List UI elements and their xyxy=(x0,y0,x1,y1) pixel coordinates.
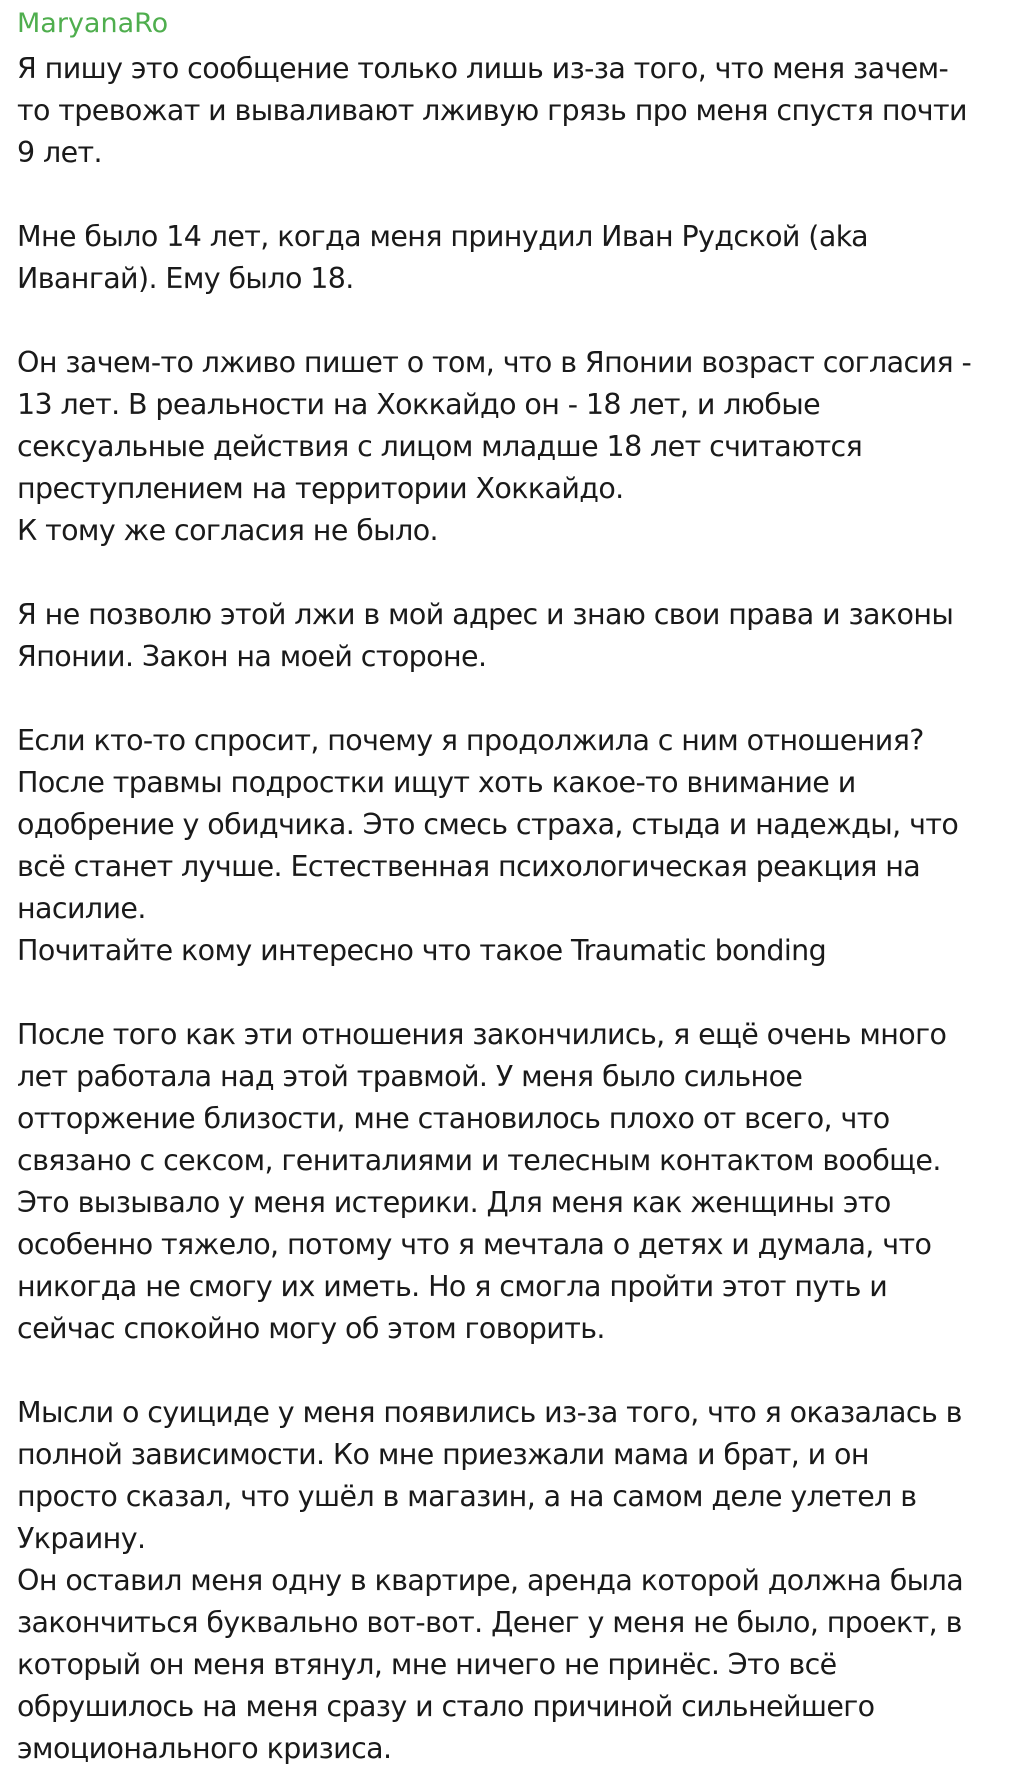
message-line: насилие. xyxy=(17,892,146,925)
blank-line xyxy=(17,1350,1012,1392)
message-line: преступлением на территории Хоккайдо. xyxy=(17,472,624,505)
message-line: просто сказал, что ушёл в магазин, а на самом деле улетел в xyxy=(17,1480,917,1513)
message-line: который он меня втянул, мне ничего не принёс. Это всё xyxy=(17,1648,837,1681)
message-line: лет работала над этой травмой. У меня было сильное xyxy=(17,1060,803,1093)
message-line: Он зачем-то лживо пишет о том, что в Японии возраст согласия - xyxy=(17,346,972,379)
message-line: полной зависимости. Ко мне приезжали мама и брат, и он xyxy=(17,1438,869,1471)
message-line: Ивангай). Ему было 18. xyxy=(17,262,354,295)
message-line: Японии. Закон на моей стороне. xyxy=(17,640,487,673)
message-text xyxy=(17,48,1012,1770)
blank-line xyxy=(17,678,1012,720)
message-line: Это вызывало у меня истерики. Для меня как женщины это xyxy=(17,1186,891,1219)
blank-line xyxy=(17,972,1012,1014)
message-line: После того как эти отношения закончились, я ещё очень много xyxy=(17,1018,947,1051)
message-line: Я пишу это сообщение только лишь из-за того, что меня зачем- xyxy=(17,52,949,85)
blank-line xyxy=(17,174,1012,216)
message-line: Украину. xyxy=(17,1522,146,1555)
message-line: Почитайте кому интересно что такое Traumatic bonding xyxy=(17,934,827,967)
blank-line xyxy=(17,552,1012,594)
message-line: одобрение у обидчика. Это смесь страха, стыда и надежды, что xyxy=(17,808,959,841)
message-line: Мне было 14 лет, когда меня принудил Иван Рудской (aka xyxy=(17,220,868,253)
message-line: Мысли о суициде у меня появились из-за того, что я оказалась в xyxy=(17,1396,962,1429)
message-line: сексуальные действия с лицом младше 18 лет считаются xyxy=(17,430,863,463)
message-line: сейчас спокойно могу об этом говорить. xyxy=(17,1312,605,1345)
sender-name[interactable]: MaryanaRo xyxy=(17,8,169,39)
message-line: связано с сексом, гениталиями и телесным контактом вообще. xyxy=(17,1144,941,1177)
message-line: всё станет лучше. Естественная психологическая реакция на xyxy=(17,850,921,883)
message-line: закончиться буквально вот-вот. Денег у меня не было, проект, в xyxy=(17,1606,962,1639)
message-line: 9 лет. xyxy=(17,136,103,169)
blank-line xyxy=(17,300,1012,342)
message-line: особенно тяжело, потому что я мечтала о детях и думала, что xyxy=(17,1228,932,1261)
message-line: обрушилось на меня сразу и стало причиной сильнейшего xyxy=(17,1690,875,1723)
message-line: После травмы подростки ищут хоть какое-то внимание и xyxy=(17,766,856,799)
message-line: отторжение близости, мне становилось плохо от всего, что xyxy=(17,1102,890,1135)
message-line: К тому же согласия не было. xyxy=(17,514,438,547)
message-line: Он оставил меня одну в квартире, аренда которой должна была xyxy=(17,1564,964,1597)
message-line: Если кто-то спросит, почему я продолжила с ним отношения? xyxy=(17,724,924,757)
message-line: никогда не смогу их иметь. Но я смогла пройти этот путь и xyxy=(17,1270,888,1303)
message-line: Я не позволю этой лжи в мой адрес и знаю свои права и законы xyxy=(17,598,954,631)
message-line: эмоционального кризиса. xyxy=(17,1732,392,1765)
message-line: 13 лет. В реальности на Хоккайдо он - 18 лет, и любые xyxy=(17,388,821,421)
message-line: то тревожат и вываливают лживую грязь про меня спустя почти xyxy=(17,94,967,127)
